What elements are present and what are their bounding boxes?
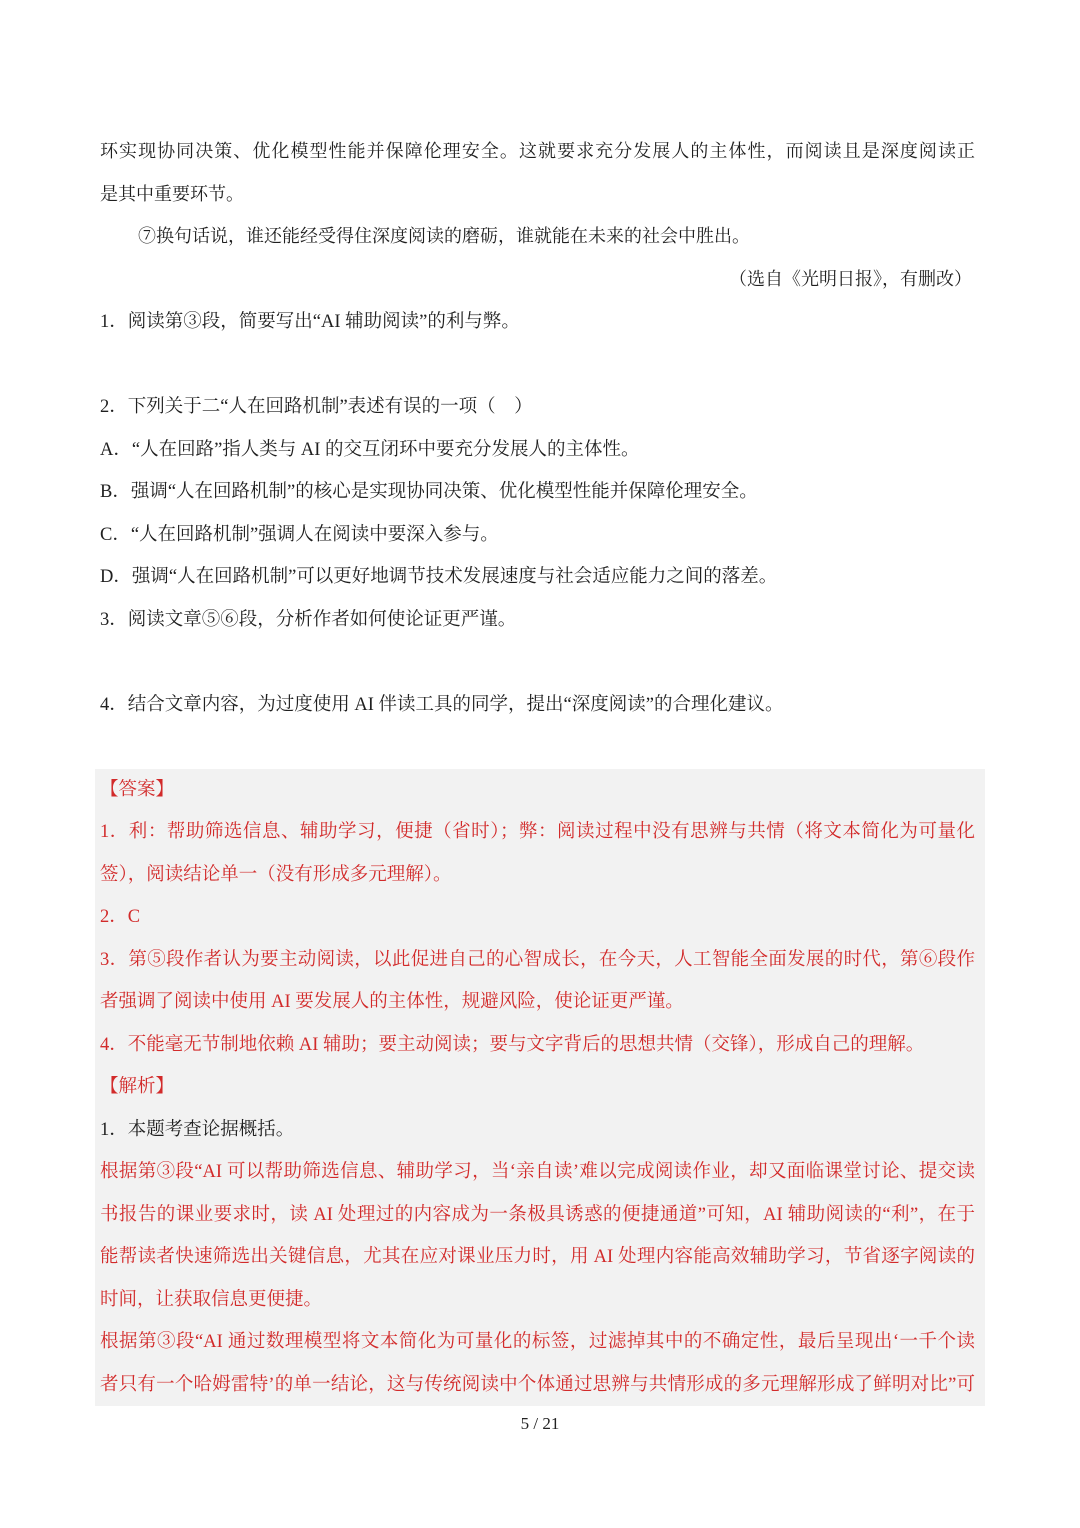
answer-3-line: 者强调了阅读中使用 AI 要发展人的主体性，规避风险，使论证更严谨。 [100,992,684,1012]
analysis-q1-title: 1．本题考查论据概括。 [100,1119,295,1140]
page-number: 5 / 21 [520,1414,560,1433]
analysis-paragraph-line: 能帮读者快速筛选出关键信息，尤其在应对课业压力时，用 AI 处理内容能高效辅助学习，节省逐字阅读的 [100,1247,975,1267]
answer-analysis-box [95,769,985,1407]
analysis-paragraph-line: 书报告的课业要求时，读 AI 处理过的内容成为一条极具诱惑的便捷通道”可知，AI 辅助阅读的“利”，在于 [100,1204,975,1225]
analysis-paragraph-line: 时间，让获取信息更便捷。 [100,1289,323,1310]
question-2-option-c: C．“人在回路机制”强调人在阅读中要深入参与。 [100,524,499,545]
answer-heading: 【答案】 [100,779,175,800]
passage-paragraph-7: ⑦换句话说，谁还能经受得住深度阅读的磨砺，谁就能在未来的社会中胜出。 [138,226,750,247]
passage-line: 是其中重要环节。 [100,183,244,205]
analysis-paragraph-line: 根据第③段“AI 通过数理模型将文本简化为可量化的标签，过滤掉其中的不确定性，最后呈现出‘一千个读 [100,1332,975,1352]
question-2-option-d: D．强调“人在回路机制”可以更好地调节技术发展速度与社会适应能力之间的落差。 [100,567,778,587]
answer-1-line: 签），阅读结论单一（没有形成多元理解）。 [100,864,452,885]
question-3: 3．阅读文章⑤⑥段，分析作者如何使论证更严谨。 [100,609,517,630]
analysis-paragraph-line: 根据第③段“AI 可以帮助筛选信息、辅助学习，当‘亲自读’难以完成阅读作业，却又面临课堂讨论、提交读 [100,1162,975,1182]
answer-space [100,726,975,769]
question-list [100,301,975,769]
analysis-paragraph-line: 者只有一个哈姆雷特’的单一结论，这与传统阅读中个体通过思辨与共情形成的多元理解形成了鲜明对比”可 [100,1374,975,1395]
answer-space [100,641,975,684]
question-4: 4．结合文章内容，为过度使用 AI 伴读工具的同学，提出“深度阅读”的合理化建议。 [100,694,784,715]
question-2-option-b: B．强调“人在回路机制”的核心是实现协同决策、优化模型性能并保障伦理安全。 [100,482,758,502]
question-2: 2．下列关于二“人在回路机制”表述有误的一项（ ） [100,397,533,417]
question-1: 1．阅读第③段，简要写出“AI 辅助阅读”的利与弊。 [100,312,520,332]
answer-4-line: 4．不能毫无节制地依赖 AI 辅助；要主动阅读；要与文字背后的思想共情（交锋），形成自己的理解。 [100,1034,925,1055]
answer-1-line: 1．利：帮助筛选信息、辅助学习，便捷（省时）；弊：阅读过程中没有思辨与共情（将文本简化为可量化 [100,822,975,842]
question-2-option-a: A．“人在回路”指人类与 AI 的交互闭环中要充分发展人的主体性。 [100,439,640,460]
passage-excerpt [100,131,975,301]
answer-space [100,344,975,387]
answer-2-line: 2．C [100,907,141,927]
page-content [100,131,975,1406]
passage-source: （选自《光明日报》，有删改） [729,268,972,290]
answer-3-line: 3．第⑤段作者认为要主动阅读，以此促进自己的心智成长，在今天，人工智能全面发展的时代，第⑥段作 [100,949,975,970]
passage-line: 环实现协同决策、优化模型性能并保障伦理安全。这就要求充分发展人的主体性，而阅读且是深度阅读正 [100,141,975,162]
analysis-heading: 【解析】 [100,1077,175,1097]
